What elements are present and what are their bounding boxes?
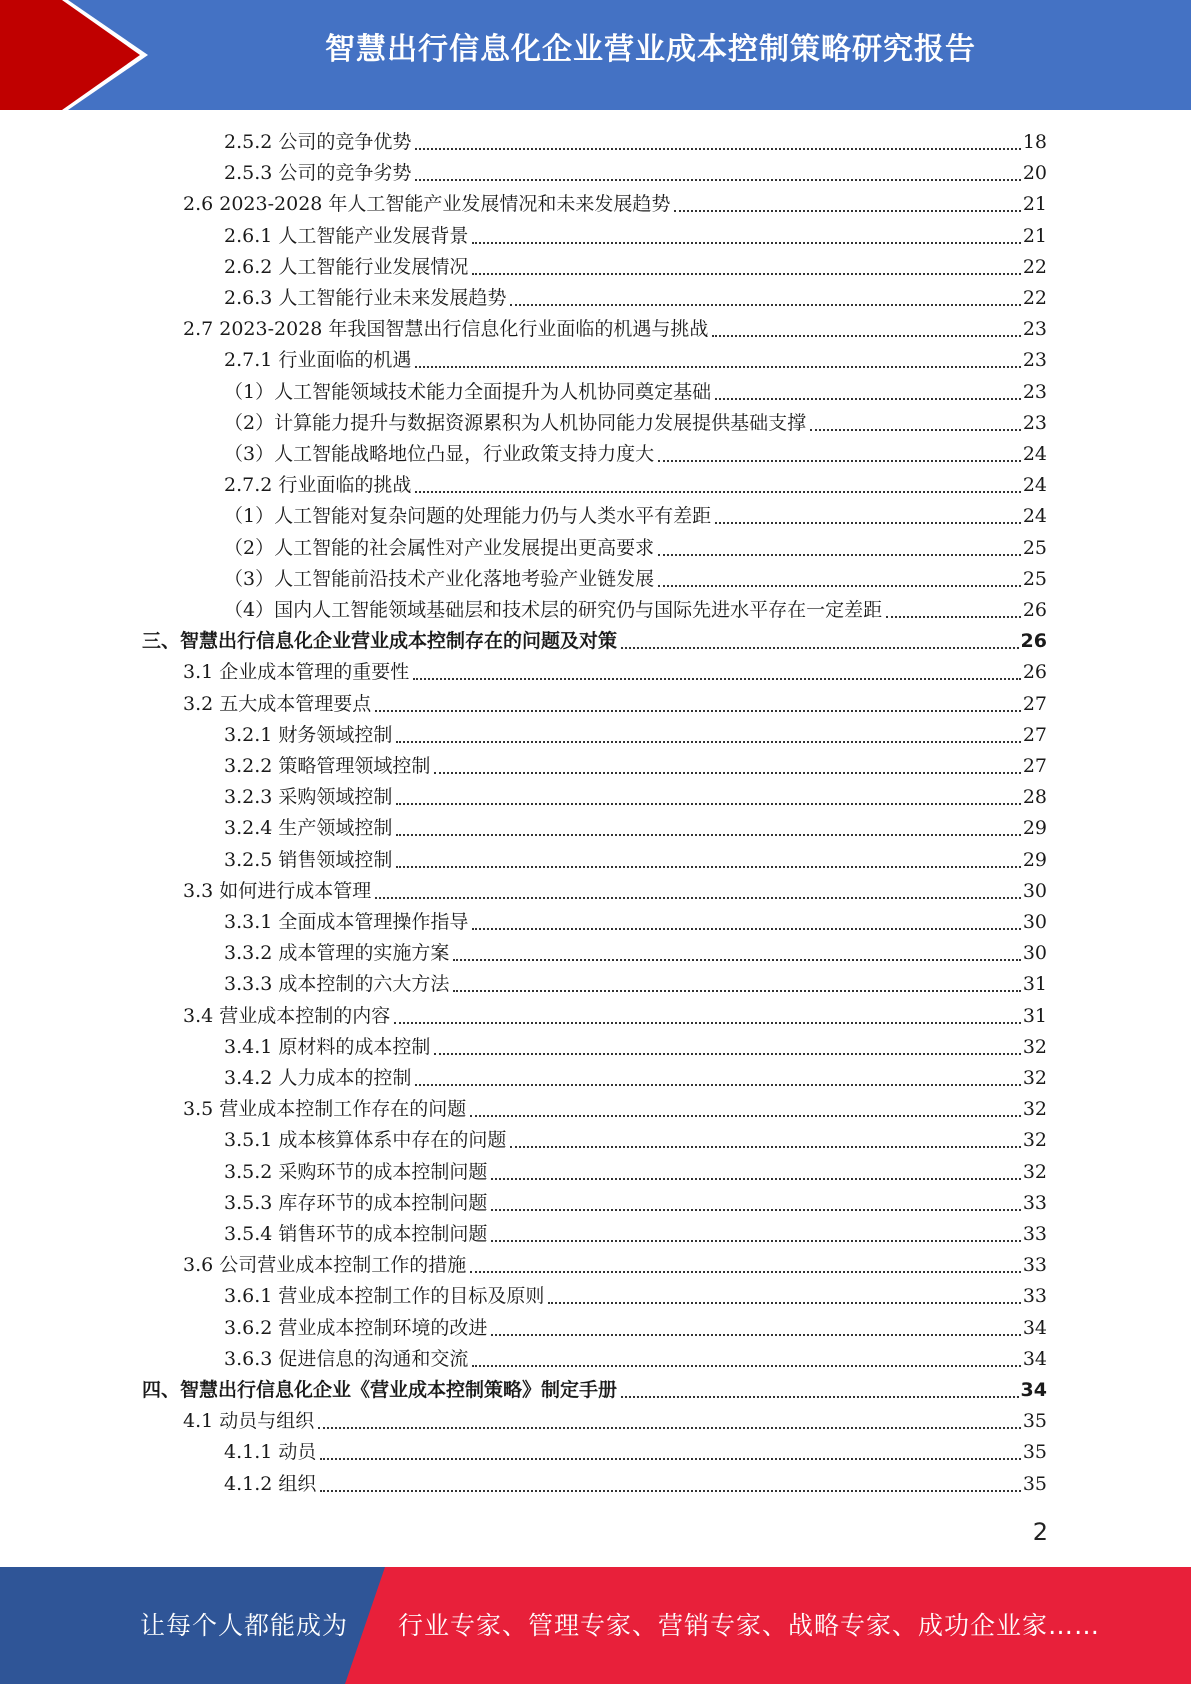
toc-entry-page: 33 [1022, 1285, 1047, 1308]
toc-dot-leader [658, 460, 1021, 462]
toc-dot-leader [491, 1334, 1020, 1336]
toc-dot-leader [715, 522, 1021, 524]
toc-entry-page: 18 [1022, 131, 1047, 153]
toc-entry-title: 3.6.3 促进信息的沟通和交流 [224, 1347, 469, 1370]
toc-dot-leader [621, 1396, 1019, 1398]
toc-entry[interactable] [224, 470, 1047, 501]
toc-dot-leader [434, 1053, 1020, 1055]
page-footer [0, 1567, 1191, 1684]
footer-slogan-left: 让每个人都能成为 [140, 1611, 349, 1640]
toc-entry[interactable] [183, 189, 1047, 220]
toc-entry-title: 3.5 营业成本控制工作存在的问题 [183, 1098, 467, 1121]
toc-entry[interactable] [224, 720, 1047, 751]
toc-dot-leader [375, 897, 1021, 899]
toc-dot-leader [396, 803, 1020, 805]
toc-dot-leader [510, 1146, 1020, 1148]
toc-entry[interactable] [224, 1313, 1047, 1344]
toc-entry-title: 3.4.1 原材料的成本控制 [224, 1035, 431, 1058]
toc-entry-page: 33 [1022, 1191, 1047, 1214]
toc-entry-page: 33 [1022, 1254, 1047, 1277]
toc-entry-title: 3.2.4 生产领域控制 [224, 817, 393, 840]
toc-entry[interactable] [224, 345, 1047, 376]
toc-entry-title: 3.5.1 成本核算体系中存在的问题 [224, 1129, 507, 1152]
toc-entry-page: 23 [1022, 349, 1047, 372]
toc-dot-leader [472, 273, 1020, 275]
toc-entry-title: 3.5.3 库存环节的成本控制问题 [224, 1191, 488, 1214]
toc-entry-title: 3.2 五大成本管理要点 [183, 692, 372, 715]
toc-entry-page: 25 [1022, 536, 1047, 559]
toc-entry-page: 20 [1022, 162, 1047, 185]
toc-entry-page: 27 [1022, 692, 1047, 715]
toc-entry-title: 3.6.1 营业成本控制工作的目标及原则 [224, 1285, 545, 1308]
toc-dot-leader [548, 1302, 1020, 1304]
toc-dot-leader [396, 741, 1020, 743]
toc-entry-page: 23 [1022, 411, 1047, 434]
toc-entry-title: 3.4.2 人力成本的控制 [224, 1067, 412, 1089]
page-header [0, 0, 1191, 110]
toc-entry-page: 28 [1022, 786, 1047, 809]
toc-dot-leader [470, 1271, 1021, 1273]
toc-entry[interactable] [224, 158, 1047, 189]
toc-entry[interactable] [183, 689, 1047, 720]
toc-entry[interactable] [224, 564, 1047, 595]
toc-entry-page: 35 [1022, 1441, 1047, 1464]
toc-entry[interactable] [224, 1281, 1047, 1312]
toc-entry[interactable] [224, 969, 1047, 1000]
toc-entry-title: 2.7.1 行业面临的机遇 [224, 349, 412, 372]
toc-entry[interactable] [224, 501, 1047, 532]
toc-entry-title: 3.1 企业成本管理的重要性 [183, 661, 410, 684]
toc-entry-title: 四、智慧出行信息化企业《营业成本控制策略》制定手册 [142, 1379, 618, 1401]
toc-dot-leader [318, 1427, 1021, 1429]
toc-entry-page: 31 [1022, 973, 1047, 996]
toc-dot-leader [712, 335, 1020, 337]
toc-entry-page: 27 [1022, 755, 1047, 777]
toc-entry-page: 22 [1022, 287, 1047, 309]
toc-dot-leader [886, 616, 1021, 618]
toc-dot-leader [375, 710, 1021, 712]
toc-entry-title: 3.2.2 策略管理领域控制 [224, 755, 431, 777]
toc-dot-leader [658, 585, 1021, 587]
toc-dot-leader [470, 1115, 1021, 1117]
toc-entry-title: （3）人工智能前沿技术产业化落地考验产业链发展 [224, 567, 655, 590]
toc-entry-title: （4）国内人工智能领域基础层和技术层的研究仍与国际先进水平存在一定差距 [224, 599, 883, 621]
toc-entry[interactable] [224, 1032, 1047, 1063]
toc-entry-title: 4.1.1 动员 [224, 1441, 317, 1464]
toc-entry[interactable] [142, 1375, 1047, 1406]
toc-entry-title: （2）计算能力提升与数据资源累积为人机协同能力发展提供基础支撑 [224, 411, 807, 434]
toc-entry-title: （2）人工智能的社会属性对产业发展提出更高要求 [224, 536, 655, 559]
toc-dot-leader [491, 1178, 1020, 1180]
toc-entry[interactable] [224, 252, 1047, 283]
toc-entry-title: 3.5.2 采购环节的成本控制问题 [224, 1160, 488, 1183]
toc-entry[interactable] [183, 314, 1047, 345]
toc-entry-page: 30 [1022, 879, 1047, 902]
footer-slogan-right: 行业专家、管理专家、营销专家、战略专家、成功企业家…… [398, 1611, 1101, 1640]
toc-dot-leader [415, 491, 1020, 493]
toc-dot-leader [434, 772, 1020, 774]
toc-entry-page: 32 [1022, 1067, 1047, 1089]
toc-dot-leader [491, 1240, 1020, 1242]
toc-entry-title: 2.5.3 公司的竞争劣势 [224, 162, 412, 185]
toc-entry[interactable] [224, 1469, 1047, 1500]
toc-entry[interactable] [224, 845, 1047, 876]
toc-dot-leader [394, 1022, 1021, 1024]
toc-entry-page: 32 [1022, 1098, 1047, 1121]
toc-entry-title: 2.5.2 公司的竞争优势 [224, 131, 412, 153]
toc-entry-page: 32 [1022, 1160, 1047, 1183]
toc-entry[interactable] [183, 1406, 1047, 1437]
toc-entry-page: 30 [1022, 942, 1047, 965]
report-title: 智慧出行信息化企业营业成本控制策略研究报告 [325, 32, 976, 67]
toc-entry-page: 21 [1022, 224, 1047, 247]
toc-entry-page: 35 [1022, 1472, 1047, 1495]
toc-dot-leader [413, 678, 1021, 680]
toc-entry[interactable] [183, 1001, 1047, 1032]
toc-entry-title: （1）人工智能对复杂问题的处理能力仍与人类水平有差距 [224, 505, 712, 528]
toc-dot-leader [320, 1458, 1020, 1460]
toc-entry[interactable] [224, 283, 1047, 314]
toc-entry-page: 25 [1022, 567, 1047, 590]
toc-entry-title: （3）人工智能战略地位凸显，行业政策支持力度大 [224, 443, 655, 465]
toc-entry-page: 32 [1022, 1035, 1047, 1058]
toc-dot-leader [472, 242, 1020, 244]
toc-entry[interactable] [224, 1157, 1047, 1188]
toc-entry[interactable] [224, 1125, 1047, 1156]
toc-entry-title: 4.1 动员与组织 [183, 1410, 315, 1433]
toc-entry[interactable] [224, 1063, 1047, 1094]
toc-entry[interactable] [224, 1219, 1047, 1250]
toc-dot-leader [453, 990, 1020, 992]
toc-dot-leader [415, 1084, 1020, 1086]
toc-dot-leader [658, 554, 1021, 556]
toc-entry-page: 27 [1022, 723, 1047, 746]
toc-dot-leader [472, 1365, 1020, 1367]
toc-entry-title: 3.3 如何进行成本管理 [183, 879, 372, 902]
toc-entry-page: 21 [1022, 193, 1047, 216]
toc-entry-page: 23 [1022, 380, 1047, 403]
toc-entry-title: 3.6.2 营业成本控制环境的改进 [224, 1316, 488, 1339]
toc-entry[interactable] [183, 876, 1047, 907]
toc-dot-leader [472, 928, 1020, 930]
toc-dot-leader [621, 647, 1019, 649]
toc-dot-leader [453, 959, 1020, 961]
toc-entry-page: 26 [1022, 661, 1047, 684]
toc-entry-page: 29 [1022, 848, 1047, 871]
toc-entry-title: 2.6.2 人工智能行业发展情况 [224, 255, 469, 278]
toc-entry-page: 31 [1022, 1004, 1047, 1027]
toc-entry-title: 3.3.2 成本管理的实施方案 [224, 942, 450, 965]
toc-entry[interactable] [224, 221, 1047, 252]
toc-dot-leader [396, 834, 1020, 836]
toc-entry[interactable] [224, 377, 1047, 408]
toc-entry-page: 33 [1022, 1223, 1047, 1245]
toc-entry-title: 3.3.3 成本控制的六大方法 [224, 973, 450, 996]
toc-entry-page: 22 [1022, 255, 1047, 278]
toc-entry-page: 34 [1022, 1347, 1047, 1370]
page-number: 2 [1032, 1518, 1048, 1546]
toc-entry-title: 2.6.1 人工智能产业发展背景 [224, 224, 469, 247]
toc-entry[interactable] [224, 533, 1047, 564]
toc-entry-page: 23 [1022, 318, 1047, 341]
toc-entry-title: 3.3.1 全面成本管理操作指导 [224, 911, 469, 933]
toc-entry[interactable] [224, 439, 1047, 470]
toc-entry-title: 3.6 公司营业成本控制工作的措施 [183, 1254, 467, 1277]
toc-entry-title: 2.6.3 人工智能行业未来发展趋势 [224, 287, 507, 309]
toc-entry[interactable] [224, 938, 1047, 969]
toc-entry-page: 26 [1022, 599, 1047, 621]
toc-entry-title: 2.7 2023-2028 年我国智慧出行信息化行业面临的机遇与挑战 [183, 318, 709, 341]
toc-entry-page: 24 [1022, 505, 1047, 528]
toc-dot-leader [415, 148, 1020, 150]
toc-entry-title: 2.6 2023-2028 年人工智能产业发展情况和未来发展趋势 [183, 193, 671, 216]
toc-entry[interactable] [224, 408, 1047, 439]
toc-entry[interactable] [224, 782, 1047, 813]
toc-dot-leader [396, 866, 1020, 868]
toc-entry-title: 3.2.3 采购领域控制 [224, 786, 393, 809]
toc-entry[interactable] [183, 1094, 1047, 1125]
toc-entry[interactable] [183, 657, 1047, 688]
toc-entry-page: 34 [1020, 1379, 1047, 1401]
toc-entry-page: 32 [1022, 1129, 1047, 1152]
toc-dot-leader [491, 1209, 1020, 1211]
toc-entry-page: 29 [1022, 817, 1047, 840]
toc-entry-page: 24 [1022, 474, 1047, 497]
toc-dot-leader [810, 429, 1021, 431]
toc-entry-title: 3.5.4 销售环节的成本控制问题 [224, 1223, 488, 1245]
toc-entry[interactable] [224, 907, 1047, 938]
toc-entry[interactable] [224, 127, 1047, 158]
toc-entry[interactable] [224, 751, 1047, 782]
toc-entry-title: 3.2.1 财务领域控制 [224, 723, 393, 746]
toc-dot-leader [320, 1490, 1020, 1492]
toc-entry-title: 3.4 营业成本控制的内容 [183, 1004, 391, 1027]
toc-dot-leader [674, 210, 1020, 212]
toc-entry-page: 24 [1022, 443, 1047, 465]
toc-dot-leader [510, 304, 1020, 306]
toc-entry[interactable] [142, 626, 1047, 657]
toc-dot-leader [715, 398, 1021, 400]
toc-entry-page: 26 [1020, 630, 1047, 653]
toc-entry[interactable] [224, 1437, 1047, 1468]
toc-entry-title: 3.2.5 销售领域控制 [224, 848, 393, 871]
toc-dot-leader [415, 366, 1020, 368]
toc-entry[interactable] [224, 813, 1047, 844]
toc-entry-title: （1）人工智能领域技术能力全面提升为人机协同奠定基础 [224, 380, 712, 403]
toc-entry[interactable] [224, 595, 1047, 626]
toc-entry-page: 34 [1022, 1316, 1047, 1339]
toc-dot-leader [415, 179, 1020, 181]
toc-entry[interactable] [224, 1344, 1047, 1375]
toc-entry-page: 35 [1022, 1410, 1047, 1433]
toc-entry-title: 2.7.2 行业面临的挑战 [224, 474, 412, 497]
toc-entry[interactable] [183, 1250, 1047, 1281]
toc-entry-title: 4.1.2 组织 [224, 1472, 317, 1495]
toc-entry[interactable] [224, 1188, 1047, 1219]
toc-entry-title: 三、智慧出行信息化企业营业成本控制存在的问题及对策 [142, 630, 618, 653]
toc-entry-page: 30 [1022, 911, 1047, 933]
